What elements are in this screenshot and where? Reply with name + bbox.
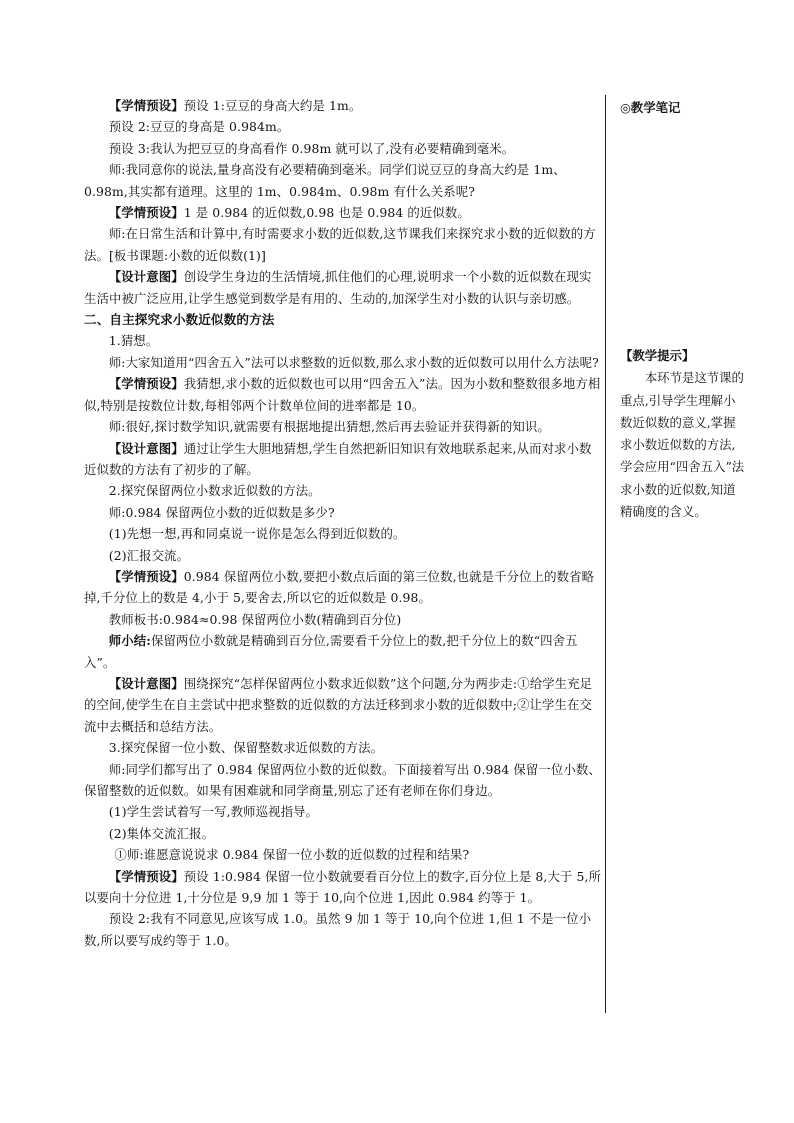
paragraph <box>84 373 604 416</box>
paragraph <box>84 737 604 758</box>
paragraph <box>84 266 604 309</box>
paragraph-text: 师:很好,探讨数学知识,就需要有根据地提出猜想,然后再去验证并获得新的知识。 <box>108 419 550 435</box>
paragraph <box>84 116 604 137</box>
paragraph-tag: 【学情预设】 <box>108 868 184 884</box>
paragraph <box>84 438 604 481</box>
paragraph <box>84 609 604 630</box>
paragraph <box>84 223 604 266</box>
paragraph <box>84 138 604 159</box>
paragraph <box>84 502 604 523</box>
paragraph-text: 围绕探究“怎样保留两位小数求近似数”这个问题,分为两步走:①给学生充足的空间,使学生在自主尝试中把求整数的近似数的方法迁移到求小数的近似数中;②让学生在交流中去概括和总结方法。 <box>84 675 593 734</box>
paragraph-text: 1.猜想。 <box>108 333 159 349</box>
paragraph-text: 我猜想,求小数的近似数也可以用“四舍五入”法。因为小数和整数很多地方相似,特别是按数位计数,每相邻两个计数单位间的进率都是 10。 <box>84 376 601 413</box>
paragraph-text: 教师板书:0.984≈0.98 保留两位小数(精确到百分位) <box>108 611 402 627</box>
paragraph <box>84 330 604 351</box>
paragraph <box>84 823 604 844</box>
paragraph-text: 师:我同意你的说法,量身高没有必要精确到毫米。同学们说豆豆的身高大约是 1m、0.98m,其实都有道理。这里的 1m、0.984m、0.98m 有什么关系呢? <box>84 162 566 199</box>
teaching-tip-box <box>620 345 745 523</box>
paragraph <box>84 866 604 909</box>
paragraph <box>84 545 604 566</box>
paragraph <box>84 630 604 673</box>
lesson-body <box>84 95 604 951</box>
paragraph <box>84 202 604 223</box>
paragraph-text: 二、自主探究求小数近似数的方法 <box>84 312 275 328</box>
paragraph-text: 2.探究保留两位小数求近似数的方法。 <box>108 483 321 499</box>
paragraph <box>84 95 604 116</box>
paragraph-tag: 【学情预设】 <box>108 205 184 221</box>
paragraph-text: 0.984 保留两位小数,要把小数点后面的第三位数,也就是千分位上的数省略掉,千分位上的数是 4,小于 5,要舍去,所以它的近似数是 0.98。 <box>84 568 595 606</box>
paragraph-text: 预设 1:0.984 保留一位小数就要看百分位上的数字,百分位上是 8,大于 5,所以要向十分位进 1,十分位是 9,9 加 1 等于 10,向个位进 1,因此 0.984 约等于 1。 <box>84 868 601 906</box>
paragraph <box>84 566 604 609</box>
paragraph <box>84 759 604 802</box>
paragraph-text: 1 是 0.984 的近似数,0.98 也是 0.984 的近似数。 <box>183 205 470 221</box>
paragraph-text: 师:同学们都写出了 0.984 保留两位小数的近似数。下面接着写出 0.984 保留一位小数、保留整数的近似数。如果有困难就和同学商量,别忘了还有老师在你们身边。 <box>84 761 601 798</box>
paragraph-text: 师:大家知道用“四舍五入”法可以求整数的近似数,那么求小数的近似数可以用什么方法呢? <box>108 354 599 370</box>
paragraph-text: 保留两位小数就是精确到百分位,需要看千分位上的数,把千分位上的数“四舍五入”。 <box>84 633 578 670</box>
column-divider <box>605 95 606 1013</box>
paragraph-text: (2)汇报交流。 <box>108 547 190 563</box>
section-heading <box>84 309 604 330</box>
paragraph-text: 通过让学生大胆地猜想,学生自然把新旧知识有效地联系起来,从而对求小数近似数的方法有了初步的了解。 <box>84 440 592 477</box>
paragraph-tag: 【设计意图】 <box>108 675 184 691</box>
paragraph-text: 预设 2:豆豆的身高是 0.984m。 <box>108 119 290 135</box>
paragraph-text: (1)先想一想,再和同桌说一说你是怎么得到近似数的。 <box>108 526 406 542</box>
paragraph-text: 师:0.984 保留两位小数的近似数是多少? <box>108 504 335 520</box>
paragraph <box>84 801 604 822</box>
paragraph-tag: 【学情预设】 <box>108 376 184 392</box>
paragraph-text: 预设 3:我认为把豆豆的身高看作 0.98m 就可以了,没有必要精确到毫米。 <box>108 140 515 156</box>
paragraph-text: 创设学生身边的生活情境,抓住他们的心理,说明求一个小数的近似数在现实生活中被广泛应用,让学生感觉到数学是有用的、生动的,加深学生对小数的认识与亲切感。 <box>84 269 592 306</box>
paragraph-text: 师:在日常生活和计算中,有时需要求小数的近似数,这节课我们来探究求小数的近似数的方法。[板书课题:小数的近似数(1)] <box>84 226 596 263</box>
paragraph-tag: 【设计意图】 <box>108 440 184 456</box>
paragraph-text: 预设 2:我有不同意见,应该写成 1.0。虽然 9 加 1 等于 10,向个位进 1,但 1 不是一位小数,所以要写成约等于 1.0。 <box>84 911 592 948</box>
teaching-notes-title: ◎教学笔记 <box>620 100 681 115</box>
paragraph <box>84 523 604 544</box>
paragraph-tag: 【学情预设】 <box>108 568 184 584</box>
paragraph <box>84 352 604 373</box>
paragraph <box>84 673 604 737</box>
teaching-tip-body: 本环节是这节课的重点,引导学生理解小数近似数的意义,掌握求小数近似数的方法,学会应用“四舍五入”法求小数的近似数,知道精确度的含义。 <box>620 370 745 520</box>
paragraph <box>84 908 604 951</box>
paragraph <box>84 844 604 865</box>
paragraph <box>84 159 604 202</box>
paragraph-text: (2)集体交流汇报。 <box>108 825 215 841</box>
paragraph-text: (1)学生尝试着写一写,教师巡视指导。 <box>108 804 319 820</box>
paragraph-tag: 【学情预设】 <box>108 98 184 113</box>
paragraph-tag: 师小结: <box>108 633 151 649</box>
paragraph <box>84 480 604 501</box>
paragraph-tag: 【设计意图】 <box>108 269 184 285</box>
teaching-tip-title: 【教学提示】 <box>620 348 695 363</box>
paragraph-text: 3.探究保留一位小数、保留整数求近似数的方法。 <box>108 740 384 756</box>
paragraph-text: ①师:谁愿意说说求 0.984 保留一位小数的近似数的过程和结果? <box>114 847 470 863</box>
paragraph <box>84 416 604 437</box>
paragraph-text: 预设 1:豆豆的身高大约是 1m。 <box>183 98 362 113</box>
